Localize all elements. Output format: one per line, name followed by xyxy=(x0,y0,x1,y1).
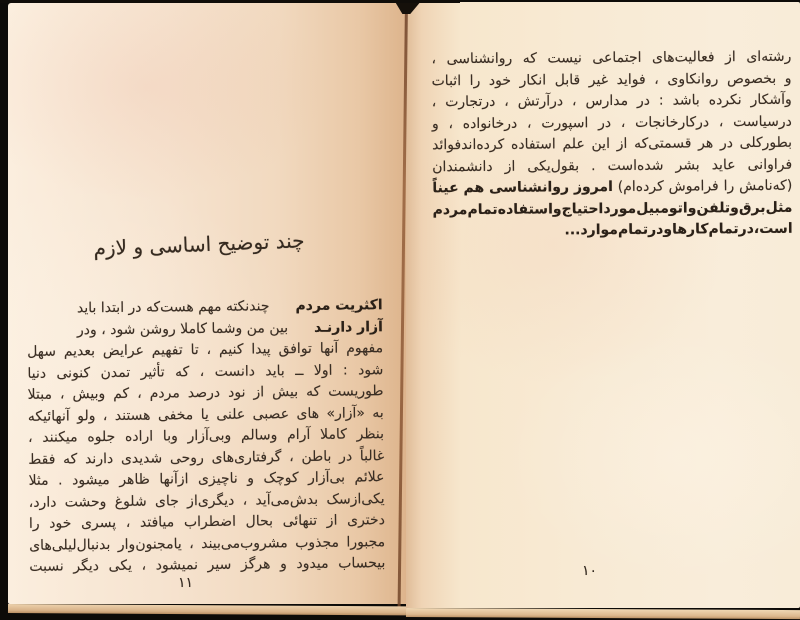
text-line: مفهوم آنها توافق پیدا کنیم ، تا تفهیم عرایض بعدیم سهل xyxy=(27,340,384,360)
top-edge-shadow xyxy=(0,0,460,3)
text-line: یکی‌ازسک بدش‌می‌آید ، دیگری‌از جای شلوغ وحشت دارد، xyxy=(28,490,385,511)
left-page xyxy=(8,3,406,604)
right-page-bottom-edge xyxy=(406,608,800,619)
text-line: رشته‌ای از فعالیت‌های اجتماعی نیست که روانشناسی ، xyxy=(431,48,792,68)
right-page xyxy=(406,2,800,608)
chapter-heading: چند توضیح اساسی و لازم xyxy=(93,228,305,261)
page-number-right: ۱۰ xyxy=(582,563,598,579)
text-line: شود : اولا ــ باید دانست ، که تأثیر تمدن کنونی دنیا xyxy=(27,361,384,382)
page-number-left: ۱۱ xyxy=(178,575,194,591)
text-line: دختری از تنهائی بحال اضطراب میافتد ، پسری خود را xyxy=(28,512,385,532)
left-page-text xyxy=(27,295,386,578)
text-line: غالباً در باطن ، گرفتاری‌های روحی شدیدی دارند که فقط xyxy=(28,447,385,468)
right-page-text xyxy=(431,47,792,243)
text-line: وآشکار نکرده باشد : در مدارس ، درآرتش ، درتجارت ، xyxy=(431,91,792,111)
text-line: فراوانی عاید بشر شده‌است . بقول‌یکی از دانشمندان xyxy=(432,156,793,175)
text-line: اکثریت مردم چندنکته مهم هست‌که در ابتدا باید xyxy=(76,297,383,317)
text-line: مثل برق وتلفن واتومبیل مورد احتیاج واستفاده تمام مردم xyxy=(432,199,793,218)
text-line: درسیاست ، درکارخانجات ، در اسپورت ، درخانواده ، و xyxy=(431,113,792,132)
text-line: بطورکلی در هر قسمتی‌که از این علم استفاده کرده‌اندفوائد xyxy=(432,134,793,154)
text-line: است ، درتمام کارها ودرتمام موارد ... xyxy=(564,220,793,239)
text-line: و بخصوص روانکاوی ، فواید غیر قابل انکار خود را اثبات xyxy=(431,70,792,89)
left-page-bottom-edge xyxy=(8,604,406,615)
text-line: (که‌نامش را فراموش کرده‌ام) امروز روانشناسی هم عیناً xyxy=(432,177,793,197)
text-line: آزار دارنـد بین من وشما کاملا روشن شود ، ودر xyxy=(76,318,383,338)
text-line: مجبورا مجذوب مشروب‌می‌بیند ، یامجنون‌وار بدنبال‌لیلی‌های xyxy=(29,533,386,554)
text-line: به «آزار» های عصبی علنی یا مخفی هستند ، ولو آنهائیکه xyxy=(27,404,384,425)
text-line: علائم بی‌آزار کوچک و ناچیزی ازآنها ظاهر میشود . مثلا xyxy=(28,469,385,489)
text-line: بنظر کاملا آرام وسالم وبی‌آزار وبا اراده جلوه میکنند ، xyxy=(27,426,385,446)
text-line: بیحساب میدود و هرگز سیر نمیشود ، یکی دیگر نسبت xyxy=(29,555,386,575)
text-line: طوریست که بیش از نود درصد مردم ، کم وبیش ، مبتلا xyxy=(27,383,384,403)
